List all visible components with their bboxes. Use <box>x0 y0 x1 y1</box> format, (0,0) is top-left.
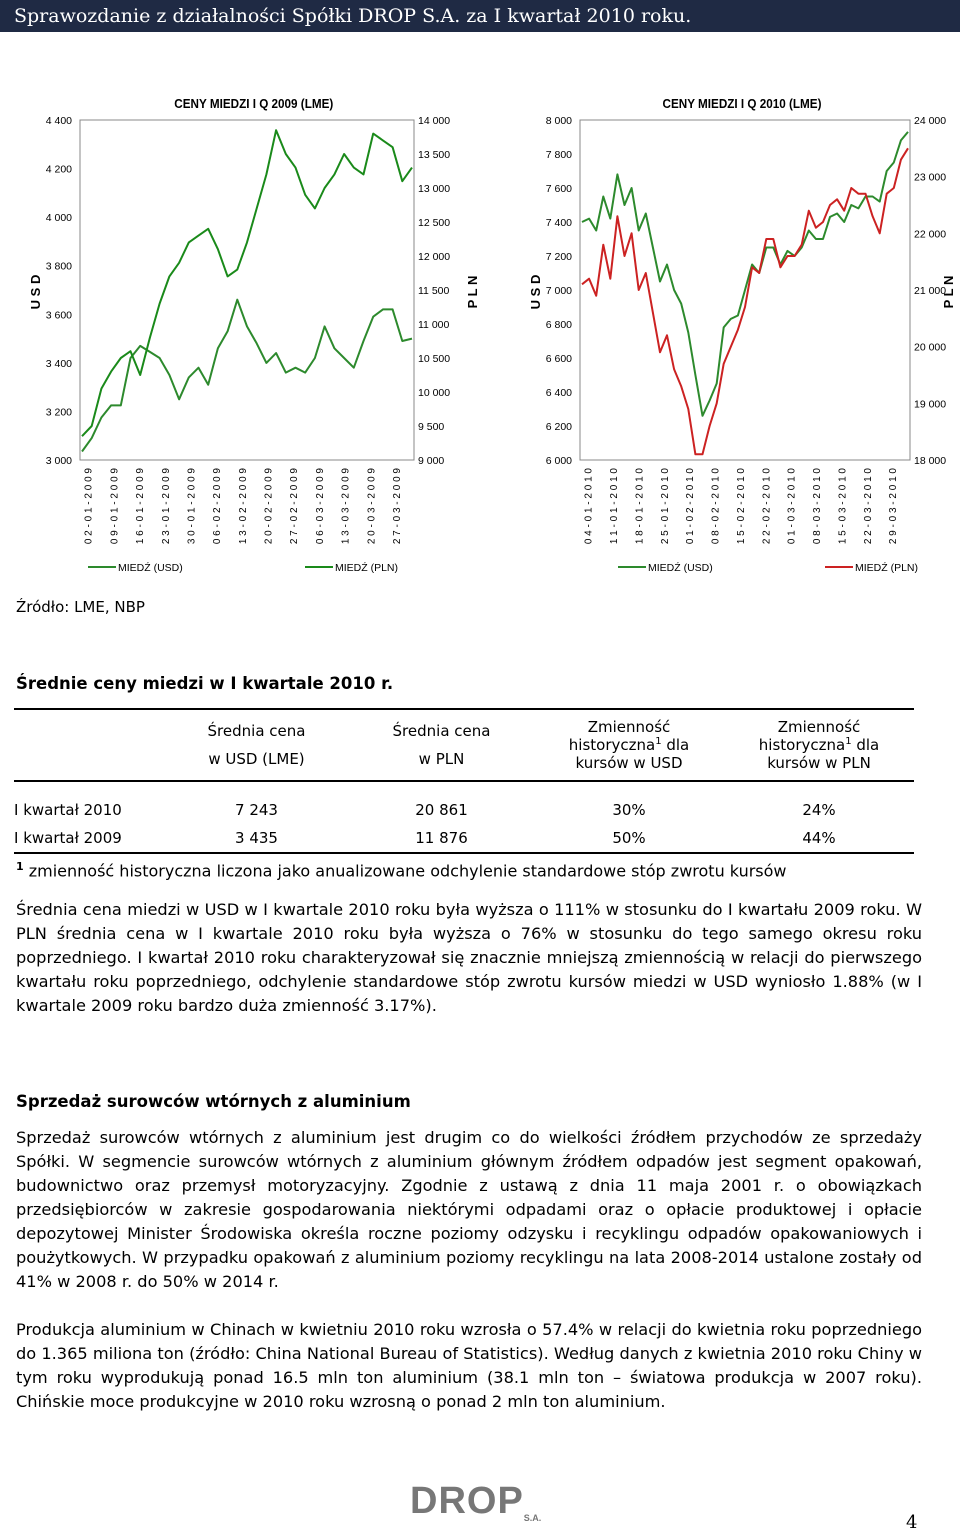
right-tick-label: 14 000 <box>418 115 451 127</box>
x-tick-label: 1 3 - 0 2 - 2 0 0 9 <box>237 468 249 545</box>
copper-price-table <box>14 708 914 854</box>
left-axis-ticks <box>46 115 72 467</box>
left-tick-label: 7 800 <box>545 149 572 161</box>
header-pln-line2: w PLN <box>418 750 465 768</box>
left-tick-label: 4 400 <box>45 115 72 127</box>
chart-title: CENY MIEDZI I Q 2009 (LME) <box>174 96 334 112</box>
x-tick-label: 3 0 - 0 1 - 2 0 0 9 <box>186 468 198 545</box>
header-usd-line1: Średnia cena <box>207 722 306 740</box>
header-vol-usd-dla: dla <box>661 736 690 754</box>
x-tick-label: 1 5 - 0 3 - 2 0 1 0 <box>837 468 849 545</box>
header-vol-pln <box>724 709 914 781</box>
header-vol-usd-line3: kursów w USD <box>575 754 683 772</box>
legend-pln: MIEDŹ (PLN) <box>335 562 398 574</box>
page-header <box>0 0 960 32</box>
footnote-mark: 1 <box>16 860 24 873</box>
left-tick-label: 3 200 <box>45 406 72 419</box>
left-tick-label: 6 000 <box>545 455 572 467</box>
x-tick-label: 0 2 - 0 1 - 2 0 0 9 <box>83 468 95 545</box>
left-tick-label: 7 600 <box>545 183 572 195</box>
section-title-aluminium: Sprzedaż surowców wtórnych z aluminium <box>16 1092 411 1111</box>
series-group <box>82 130 412 451</box>
right-tick-label: 11 000 <box>418 319 450 331</box>
right-axis-label: P L N <box>465 275 480 309</box>
cell-pln: 11 876 <box>349 824 534 853</box>
right-tick-label: 12 000 <box>418 251 451 263</box>
right-tick-label: 12 500 <box>418 217 451 229</box>
header-vol-usd <box>534 709 724 781</box>
table-row <box>14 795 914 824</box>
cell-vol-pln: 24% <box>802 800 836 819</box>
header-vol-usd-line2 <box>534 736 724 754</box>
header-vol-pln-line2 <box>724 736 914 754</box>
right-tick-label: 9 000 <box>418 455 445 467</box>
legend <box>88 561 398 574</box>
series-line-usd <box>582 132 908 416</box>
x-tick-label: 1 8 - 0 1 - 2 0 1 0 <box>634 468 646 545</box>
table-footnote <box>16 860 787 880</box>
right-tick-label: 10 000 <box>418 387 451 399</box>
header-empty <box>14 709 164 781</box>
right-tick-label: 11 500 <box>418 285 450 297</box>
x-axis-ticks <box>84 468 403 545</box>
right-tick-label: 19 000 <box>914 398 947 411</box>
right-tick-label: 23 000 <box>914 171 947 184</box>
left-tick-label: 6 800 <box>545 319 572 331</box>
header-vol-pln-line3: kursów w PLN <box>767 754 871 772</box>
right-tick-label: 24 000 <box>914 115 947 127</box>
left-tick-label: 3 000 <box>45 455 72 467</box>
x-axis-ticks <box>584 468 900 545</box>
left-tick-label: 4 000 <box>45 212 72 225</box>
cell-vol-usd: 50% <box>534 824 724 853</box>
footnote-ref: 1 <box>845 736 852 747</box>
series-line-pln <box>82 130 412 436</box>
x-tick-label: 0 1 - 0 3 - 2 0 1 0 <box>786 468 798 545</box>
footnote-ref: 1 <box>655 736 662 747</box>
right-tick-label: 18 000 <box>914 455 947 467</box>
legend-usd: MIEDŹ (USD) <box>118 562 183 574</box>
header-usd-line2: w USD (LME) <box>208 750 305 768</box>
chart-title: CENY MIEDZI I Q 2010 (LME) <box>662 96 822 112</box>
left-tick-label: 8 000 <box>545 115 572 127</box>
left-tick-label: 6 600 <box>545 353 572 365</box>
left-tick-label: 3 600 <box>45 309 72 322</box>
x-tick-label: 0 6 - 0 2 - 2 0 0 9 <box>212 468 224 545</box>
logo-text: DROP <box>410 1480 524 1522</box>
x-tick-label: 2 3 - 0 1 - 2 0 0 9 <box>160 468 172 545</box>
x-tick-label: 1 3 - 0 3 - 2 0 0 9 <box>340 468 352 545</box>
right-axis-label: P L N <box>941 275 956 309</box>
cell-vol-pln: 44% <box>724 824 914 853</box>
chart-copper-2009 <box>0 82 500 592</box>
header-vol-pln-dla: dla <box>851 736 880 754</box>
table-title: Średnie ceny miedzi w I kwartale 2010 r. <box>16 674 394 693</box>
cell-pln: 20 861 <box>415 800 468 819</box>
left-tick-label: 7 000 <box>545 285 572 297</box>
source-note: Źródło: LME, NBP <box>16 598 145 616</box>
right-tick-label: 20 000 <box>914 341 947 354</box>
x-tick-label: 2 5 - 0 1 - 2 0 1 0 <box>659 468 671 545</box>
drop-logo <box>410 1480 541 1523</box>
series-line-pln <box>582 148 908 454</box>
x-tick-label: 2 0 - 0 2 - 2 0 0 9 <box>263 468 275 545</box>
paragraph-copper-summary: Średnia cena miedzi w USD w I kwartale 2010 roku była wyższa o 111% w stosunku do I kwartału 2009 roku. W PLN średnia cena w I kwartale 2010 roku była wyższa o 76% w stosunku do tego samego okresu roku poprzedniego. I kwartał 2010 roku charakteryzował się znacznie mniejszą zmiennością w relacji do pierwszego kwartału roku poprzedniego, odchylenie standardowe stóp zwrotu kursów miedzi w USD wyniosło 1.88% (w I kwartale 2009 roku bardzo duża zmienność 3.17%). <box>16 900 922 1015</box>
header-usd <box>164 709 349 781</box>
table-row <box>14 824 914 853</box>
x-tick-label: 0 6 - 0 3 - 2 0 0 9 <box>314 468 326 545</box>
legend-usd: MIEDŹ (USD) <box>648 562 713 574</box>
page-number: 4 <box>906 1512 918 1533</box>
x-tick-label: 0 9 - 0 1 - 2 0 0 9 <box>109 468 121 545</box>
right-axis-ticks <box>418 115 450 467</box>
right-tick-label: 21 000 <box>914 285 947 297</box>
right-tick-label: 13 000 <box>418 183 451 195</box>
paragraph-aluminium-2: Produkcja aluminium w Chinach w kwietniu 2010 roku wzrosła o 57.4% w relacji do kwietnia roku poprzedniego do 1.365 miliona ton (źródło: China National Bureau of Statistics). Według danych z kwietnia 2010 roku Chiny w tym roku wyprodukują ponad 16.5 mln ton aluminium (38.1 mln ton – światowa produkcja w 2007 roku). Chińskie moce produkcyjne w 2010 roku wzrosną o ponad 2 mln ton aluminium. <box>16 1320 922 1411</box>
header-vol-pln-word: historyczna <box>758 736 846 754</box>
header-title: Sprawozdanie z działalności Spółki DROP S.A. za I kwartał 2010 roku. <box>14 5 692 27</box>
left-tick-label: 7 200 <box>545 251 572 263</box>
x-tick-label: 0 4 - 0 1 - 2 0 1 0 <box>583 468 595 545</box>
row-label: I kwartał 2010 <box>14 800 122 819</box>
left-axis-label: U S D <box>28 274 43 310</box>
right-tick-label: 13 500 <box>418 149 451 161</box>
x-tick-label: 2 0 - 0 3 - 2 0 0 9 <box>366 468 378 545</box>
x-tick-label: 0 8 - 0 3 - 2 0 1 0 <box>812 468 824 545</box>
left-tick-label: 7 400 <box>545 217 572 229</box>
left-tick-label: 6 400 <box>545 387 572 399</box>
series-line-usd <box>82 300 412 452</box>
x-tick-label: 0 8 - 0 2 - 2 0 1 0 <box>710 468 722 545</box>
left-tick-label: 4 200 <box>45 163 72 176</box>
header-vol-pln-line1: Zmienność <box>777 718 861 736</box>
logo-sub: S.A. <box>523 1513 542 1523</box>
right-tick-label: 10 500 <box>418 353 451 365</box>
footnote-text: zmienność historyczna liczona jako anualizowane odchylenie standardowe stóp zwrotu kursów <box>23 861 787 881</box>
row-label: I kwartał 2009 <box>14 824 164 853</box>
legend-pln: MIEDŹ (PLN) <box>855 562 918 574</box>
left-tick-label: 6 200 <box>545 421 572 433</box>
cell-vol-usd: 30% <box>612 800 646 819</box>
header-vol-usd-line1: Zmienność <box>587 718 671 736</box>
paragraph-aluminium-1: Sprzedaż surowców wtórnych z aluminium jest drugim co do wielkości źródłem przychodów ze sprzedaży Spółki. W segmencie surowców wtórnych z aluminium głównym źródłem odpadów jest segment opakowań, budownictwo oraz przemysł motoryzacyjny. Zgodnie z ustawą z dnia 11 maja 2001 r. o obowiązkach przedsiębiorców w zakresie gospodarowania niektórymi odpadami oraz o opłacie produktowej i opłacie depozytowej Minister Środowiska określa roczne poziomy odzysku i recyklingu odpadów opakowaniowych i poużytkowych. W przypadku opakowań z aluminium poziomy recyklingu na lata 2008-2014 ustalone zostały od 41% w 2008 r. do 50% w 2014 r. <box>16 1128 922 1291</box>
header-pln <box>349 709 534 781</box>
left-tick-label: 3 800 <box>45 260 72 273</box>
x-tick-label: 1 5 - 0 2 - 2 0 1 0 <box>735 468 747 545</box>
x-tick-label: 2 2 - 0 3 - 2 0 1 0 <box>862 468 874 545</box>
x-tick-label: 2 2 - 0 2 - 2 0 1 0 <box>761 468 773 545</box>
x-tick-label: 0 1 - 0 2 - 2 0 1 0 <box>685 468 697 545</box>
x-tick-label: 1 1 - 0 1 - 2 0 1 0 <box>609 468 620 545</box>
header-pln-line1: Średnia cena <box>392 722 491 740</box>
header-vol-usd-word: historyczna <box>568 736 656 754</box>
series-group <box>582 132 908 454</box>
x-tick-label: 2 9 - 0 3 - 2 0 1 0 <box>888 468 900 545</box>
x-tick-label: 1 6 - 0 1 - 2 0 0 9 <box>135 468 147 545</box>
legend <box>618 561 918 574</box>
right-tick-label: 22 000 <box>914 228 947 241</box>
table-header-row <box>14 709 914 781</box>
x-tick-label: 2 7 - 0 2 - 2 0 0 9 <box>289 468 301 545</box>
right-tick-label: 9 500 <box>418 421 445 433</box>
left-axis-label: U S D <box>528 274 543 310</box>
x-tick-label: 2 7 - 0 3 - 2 0 0 9 <box>392 468 404 545</box>
chart-copper-2010 <box>490 82 960 592</box>
left-tick-label: 3 400 <box>45 357 72 370</box>
cell-usd: 7 243 <box>235 800 278 819</box>
left-axis-ticks <box>546 115 572 467</box>
cell-usd: 3 435 <box>164 824 349 853</box>
